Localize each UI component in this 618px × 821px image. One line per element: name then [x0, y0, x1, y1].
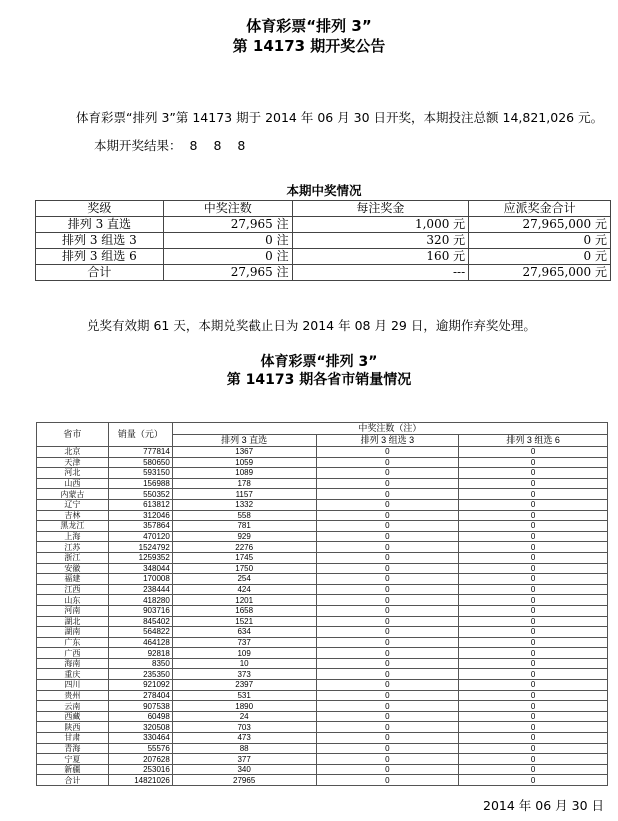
draw-summary-text: 体育彩票“排列 3”第 14173 期于 2014 年 06 月 30 日开奖，本期投注总额 14,821,026 元。 — [76, 110, 604, 125]
sales-province: 江西 — [37, 584, 109, 595]
sales-direct-count: 1890 — [172, 701, 316, 712]
sales-amount: 207628 — [108, 754, 172, 765]
sales-direct-count: 10 — [172, 658, 316, 669]
sales-table-row — [37, 563, 608, 574]
sales-group6-count: 0 — [459, 690, 608, 701]
sales-group6-count: 0 — [459, 605, 608, 616]
sales-direct-count: 737 — [172, 637, 316, 648]
sales-group3-count: 0 — [316, 764, 459, 775]
sales-province: 合计 — [37, 775, 109, 786]
sales-header-direct: 排列 3 直选 — [172, 435, 316, 447]
sales-group6-count: 0 — [459, 447, 608, 458]
sales-amount: 330464 — [108, 733, 172, 744]
sales-group3-count: 0 — [316, 680, 459, 691]
sales-province: 广东 — [37, 637, 109, 648]
sales-amount: 348044 — [108, 563, 172, 574]
sales-amount: 613812 — [108, 499, 172, 510]
claim-notice: 兑奖有效期 61 天，本期兑奖截止日为 2014 年 08 月 29 日，逾期作弃奖处理。 — [87, 318, 536, 333]
sales-group6-count: 0 — [459, 669, 608, 680]
sales-table — [36, 422, 608, 786]
sales-table-row — [37, 722, 608, 733]
prize-table-row — [36, 217, 611, 233]
sales-direct-count: 254 — [172, 574, 316, 585]
sales-table-row — [37, 574, 608, 585]
sales-table-row — [37, 711, 608, 722]
sales-direct-count: 340 — [172, 764, 316, 775]
sales-table-row — [37, 584, 608, 595]
sales-table-row — [37, 457, 608, 468]
prize-amount: 160 元 — [292, 249, 469, 265]
sales-group3-count: 0 — [316, 447, 459, 458]
sales-amount: 907538 — [108, 701, 172, 712]
sales-direct-count: 2397 — [172, 680, 316, 691]
sales-group3-count: 0 — [316, 521, 459, 532]
sales-amount: 55576 — [108, 743, 172, 754]
sales-group3-count: 0 — [316, 457, 459, 468]
sales-group3-count: 0 — [316, 478, 459, 489]
sales-province: 江苏 — [37, 542, 109, 553]
sales-amount: 312046 — [108, 510, 172, 521]
sales-group6-count: 0 — [459, 584, 608, 595]
sales-table-row — [37, 616, 608, 627]
sales-group3-count: 0 — [316, 733, 459, 744]
sales-province: 新疆 — [37, 764, 109, 775]
sales-table-row — [37, 701, 608, 712]
sales-direct-count: 1157 — [172, 489, 316, 500]
sales-group3-count: 0 — [316, 711, 459, 722]
sales-group6-count: 0 — [459, 542, 608, 553]
sales-direct-count: 2276 — [172, 542, 316, 553]
sales-amount: 253016 — [108, 764, 172, 775]
sales-direct-count: 373 — [172, 669, 316, 680]
sales-table-row — [37, 542, 608, 553]
sales-table-row — [37, 510, 608, 521]
sales-group3-count: 0 — [316, 627, 459, 638]
sales-province: 河南 — [37, 605, 109, 616]
sales-province: 河北 — [37, 468, 109, 479]
sales-group3-count: 0 — [316, 510, 459, 521]
prize-table-row — [36, 233, 611, 249]
sales-direct-count: 1521 — [172, 616, 316, 627]
sales-amount: 156988 — [108, 478, 172, 489]
sales-table-row — [37, 552, 608, 563]
sales-province: 天津 — [37, 457, 109, 468]
sales-group3-count: 0 — [316, 616, 459, 627]
sales-province: 甘肃 — [37, 733, 109, 744]
sales-province: 山东 — [37, 595, 109, 606]
sales-amount: 903716 — [108, 605, 172, 616]
sales-group3-count: 0 — [316, 648, 459, 659]
sales-province: 内蒙古 — [37, 489, 109, 500]
sales-group3-count: 0 — [316, 489, 459, 500]
page-title-line1: 体育彩票“排列 3” — [246, 17, 372, 35]
prize-table-header-row — [36, 201, 611, 217]
footer-date: 2014 年 06 月 30 日 — [483, 798, 604, 813]
sales-group6-count: 0 — [459, 616, 608, 627]
sales-table-row — [37, 733, 608, 744]
prize-amount: --- — [292, 265, 469, 281]
sales-group6-count: 0 — [459, 743, 608, 754]
sales-table-row — [37, 680, 608, 691]
sales-direct-count: 781 — [172, 521, 316, 532]
sales-group6-count: 0 — [459, 754, 608, 765]
sales-group6-count: 0 — [459, 711, 608, 722]
sales-direct-count: 703 — [172, 722, 316, 733]
prize-total: 0 元 — [469, 233, 611, 249]
prize-level: 排列 3 直选 — [36, 217, 164, 233]
sales-amount: 1524792 — [108, 542, 172, 553]
sales-direct-count: 1089 — [172, 468, 316, 479]
sales-header-group3: 排列 3 组选 3 — [316, 435, 459, 447]
sales-group3-count: 0 — [316, 595, 459, 606]
sales-province: 湖南 — [37, 627, 109, 638]
sales-group3-count: 0 — [316, 468, 459, 479]
sales-amount: 550352 — [108, 489, 172, 500]
sales-direct-count: 634 — [172, 627, 316, 638]
sales-province: 陕西 — [37, 722, 109, 733]
sales-table-row — [37, 690, 608, 701]
prize-table — [35, 200, 611, 281]
sales-table-row — [37, 669, 608, 680]
sales-province: 浙江 — [37, 552, 109, 563]
sales-group6-count: 0 — [459, 521, 608, 532]
sales-amount: 845402 — [108, 616, 172, 627]
sales-group6-count: 0 — [459, 531, 608, 542]
sales-province: 黑龙江 — [37, 521, 109, 532]
sales-table-row — [37, 637, 608, 648]
sales-direct-count: 929 — [172, 531, 316, 542]
sales-amount: 92818 — [108, 648, 172, 659]
sales-table-row — [37, 658, 608, 669]
sales-amount: 921092 — [108, 680, 172, 691]
sales-direct-count: 24 — [172, 711, 316, 722]
prize-table-title: 本期中奖情况 — [286, 183, 362, 198]
sales-direct-count: 1059 — [172, 457, 316, 468]
sales-group6-count: 0 — [459, 627, 608, 638]
sales-amount: 320508 — [108, 722, 172, 733]
sales-province: 安徽 — [37, 563, 109, 574]
prize-header-count: 中奖注数 — [163, 201, 292, 217]
sales-group3-count: 0 — [316, 574, 459, 585]
prize-count: 27,965 注 — [163, 217, 292, 233]
sales-group6-count: 0 — [459, 637, 608, 648]
sales-table-row — [37, 499, 608, 510]
prize-level: 排列 3 组选 3 — [36, 233, 164, 249]
sales-header-province: 省市 — [37, 423, 109, 447]
sales-province: 吉林 — [37, 510, 109, 521]
sales-group6-count: 0 — [459, 658, 608, 669]
sales-province: 西藏 — [37, 711, 109, 722]
sales-direct-count: 27965 — [172, 775, 316, 786]
sales-province: 福建 — [37, 574, 109, 585]
prize-header-level: 奖级 — [36, 201, 164, 217]
sales-group3-count: 0 — [316, 658, 459, 669]
sales-province: 山西 — [37, 478, 109, 489]
sales-amount: 238444 — [108, 584, 172, 595]
sales-direct-count: 1658 — [172, 605, 316, 616]
sales-amount: 357864 — [108, 521, 172, 532]
sales-group6-count: 0 — [459, 574, 608, 585]
sales-group6-count: 0 — [459, 457, 608, 468]
sales-province: 宁夏 — [37, 754, 109, 765]
sales-amount: 278404 — [108, 690, 172, 701]
sales-group3-count: 0 — [316, 754, 459, 765]
sales-table-row — [37, 775, 608, 786]
prize-amount: 1,000 元 — [292, 217, 469, 233]
sales-amount: 8350 — [108, 658, 172, 669]
sales-amount: 60498 — [108, 711, 172, 722]
sales-direct-count: 1201 — [172, 595, 316, 606]
sales-group6-count: 0 — [459, 764, 608, 775]
sales-header-group6: 排列 3 组选 6 — [459, 435, 608, 447]
sales-table-row — [37, 743, 608, 754]
sales-group6-count: 0 — [459, 648, 608, 659]
sales-group6-count: 0 — [459, 680, 608, 691]
sales-title-line1: 体育彩票“排列 3” — [260, 354, 378, 370]
sales-amount: 777814 — [108, 447, 172, 458]
sales-amount: 470120 — [108, 531, 172, 542]
sales-direct-count: 1332 — [172, 499, 316, 510]
sales-table-row — [37, 531, 608, 542]
sales-table-row — [37, 605, 608, 616]
sales-header-winners: 中奖注数（注） — [172, 423, 607, 435]
sales-amount: 14821026 — [108, 775, 172, 786]
sales-direct-count: 1367 — [172, 447, 316, 458]
sales-direct-count: 473 — [172, 733, 316, 744]
sales-table-row — [37, 489, 608, 500]
sales-province: 上海 — [37, 531, 109, 542]
sales-group6-count: 0 — [459, 595, 608, 606]
prize-count: 0 注 — [163, 233, 292, 249]
sales-province: 青海 — [37, 743, 109, 754]
sales-amount: 464128 — [108, 637, 172, 648]
sales-province: 湖北 — [37, 616, 109, 627]
sales-group3-count: 0 — [316, 499, 459, 510]
sales-amount: 235350 — [108, 669, 172, 680]
sales-amount: 418280 — [108, 595, 172, 606]
prize-table-row — [36, 249, 611, 265]
sales-amount: 593150 — [108, 468, 172, 479]
sales-province: 海南 — [37, 658, 109, 669]
sales-header-row-1 — [37, 423, 608, 435]
prize-total: 27,965,000 元 — [469, 265, 611, 281]
sales-province: 重庆 — [37, 669, 109, 680]
sales-province: 贵州 — [37, 690, 109, 701]
sales-group3-count: 0 — [316, 701, 459, 712]
sales-table-row — [37, 754, 608, 765]
sales-amount: 580650 — [108, 457, 172, 468]
sales-direct-count: 109 — [172, 648, 316, 659]
prize-amount: 320 元 — [292, 233, 469, 249]
sales-province: 云南 — [37, 701, 109, 712]
prize-header-amount: 每注奖金 — [292, 201, 469, 217]
prize-total: 0 元 — [469, 249, 611, 265]
sales-group6-count: 0 — [459, 499, 608, 510]
sales-group6-count: 0 — [459, 468, 608, 479]
sales-table-row — [37, 648, 608, 659]
prize-count: 27,965 注 — [163, 265, 292, 281]
sales-province: 北京 — [37, 447, 109, 458]
sales-table-row — [37, 521, 608, 532]
sales-table-row — [37, 468, 608, 479]
sales-direct-count: 531 — [172, 690, 316, 701]
sales-direct-count: 558 — [172, 510, 316, 521]
sales-direct-count: 88 — [172, 743, 316, 754]
sales-group6-count: 0 — [459, 701, 608, 712]
sales-group6-count: 0 — [459, 510, 608, 521]
sales-direct-count: 377 — [172, 754, 316, 765]
sales-group6-count: 0 — [459, 552, 608, 563]
sales-group3-count: 0 — [316, 722, 459, 733]
sales-direct-count: 178 — [172, 478, 316, 489]
sales-amount: 1259352 — [108, 552, 172, 563]
prize-level: 排列 3 组选 6 — [36, 249, 164, 265]
sales-direct-count: 424 — [172, 584, 316, 595]
prize-total: 27,965,000 元 — [469, 217, 611, 233]
draw-result — [94, 138, 251, 154]
sales-group6-count: 0 — [459, 563, 608, 574]
draw-result-value: 8 8 8 — [189, 138, 252, 153]
prize-table-row — [36, 265, 611, 281]
sales-group3-count: 0 — [316, 743, 459, 754]
sales-amount: 564822 — [108, 627, 172, 638]
prize-header-total: 应派奖金合计 — [469, 201, 611, 217]
sales-table-row — [37, 764, 608, 775]
sales-table-row — [37, 627, 608, 638]
sales-group3-count: 0 — [316, 542, 459, 553]
sales-group3-count: 0 — [316, 637, 459, 648]
sales-table-row — [37, 447, 608, 458]
sales-group3-count: 0 — [316, 605, 459, 616]
sales-group3-count: 0 — [316, 531, 459, 542]
sales-group6-count: 0 — [459, 478, 608, 489]
sales-group3-count: 0 — [316, 669, 459, 680]
sales-table-row — [37, 595, 608, 606]
sales-direct-count: 1750 — [172, 563, 316, 574]
sales-direct-count: 1745 — [172, 552, 316, 563]
sales-group3-count: 0 — [316, 552, 459, 563]
sales-province: 广西 — [37, 648, 109, 659]
sales-title-line2: 第 14173 期各省市销量情况 — [226, 372, 412, 388]
sales-amount: 170008 — [108, 574, 172, 585]
sales-group6-count: 0 — [459, 775, 608, 786]
sales-province: 四川 — [37, 680, 109, 691]
sales-province: 辽宁 — [37, 499, 109, 510]
sales-group3-count: 0 — [316, 775, 459, 786]
sales-table-row — [37, 478, 608, 489]
sales-group3-count: 0 — [316, 584, 459, 595]
sales-group6-count: 0 — [459, 733, 608, 744]
sales-group3-count: 0 — [316, 563, 459, 574]
sales-group3-count: 0 — [316, 690, 459, 701]
prize-level: 合计 — [36, 265, 164, 281]
page-title-line2: 第 14173 期开奖公告 — [232, 37, 386, 55]
sales-group6-count: 0 — [459, 722, 608, 733]
prize-count: 0 注 — [163, 249, 292, 265]
draw-result-label: 本期开奖结果： — [94, 138, 182, 153]
sales-group6-count: 0 — [459, 489, 608, 500]
sales-header-sales: 销量（元） — [108, 423, 172, 447]
